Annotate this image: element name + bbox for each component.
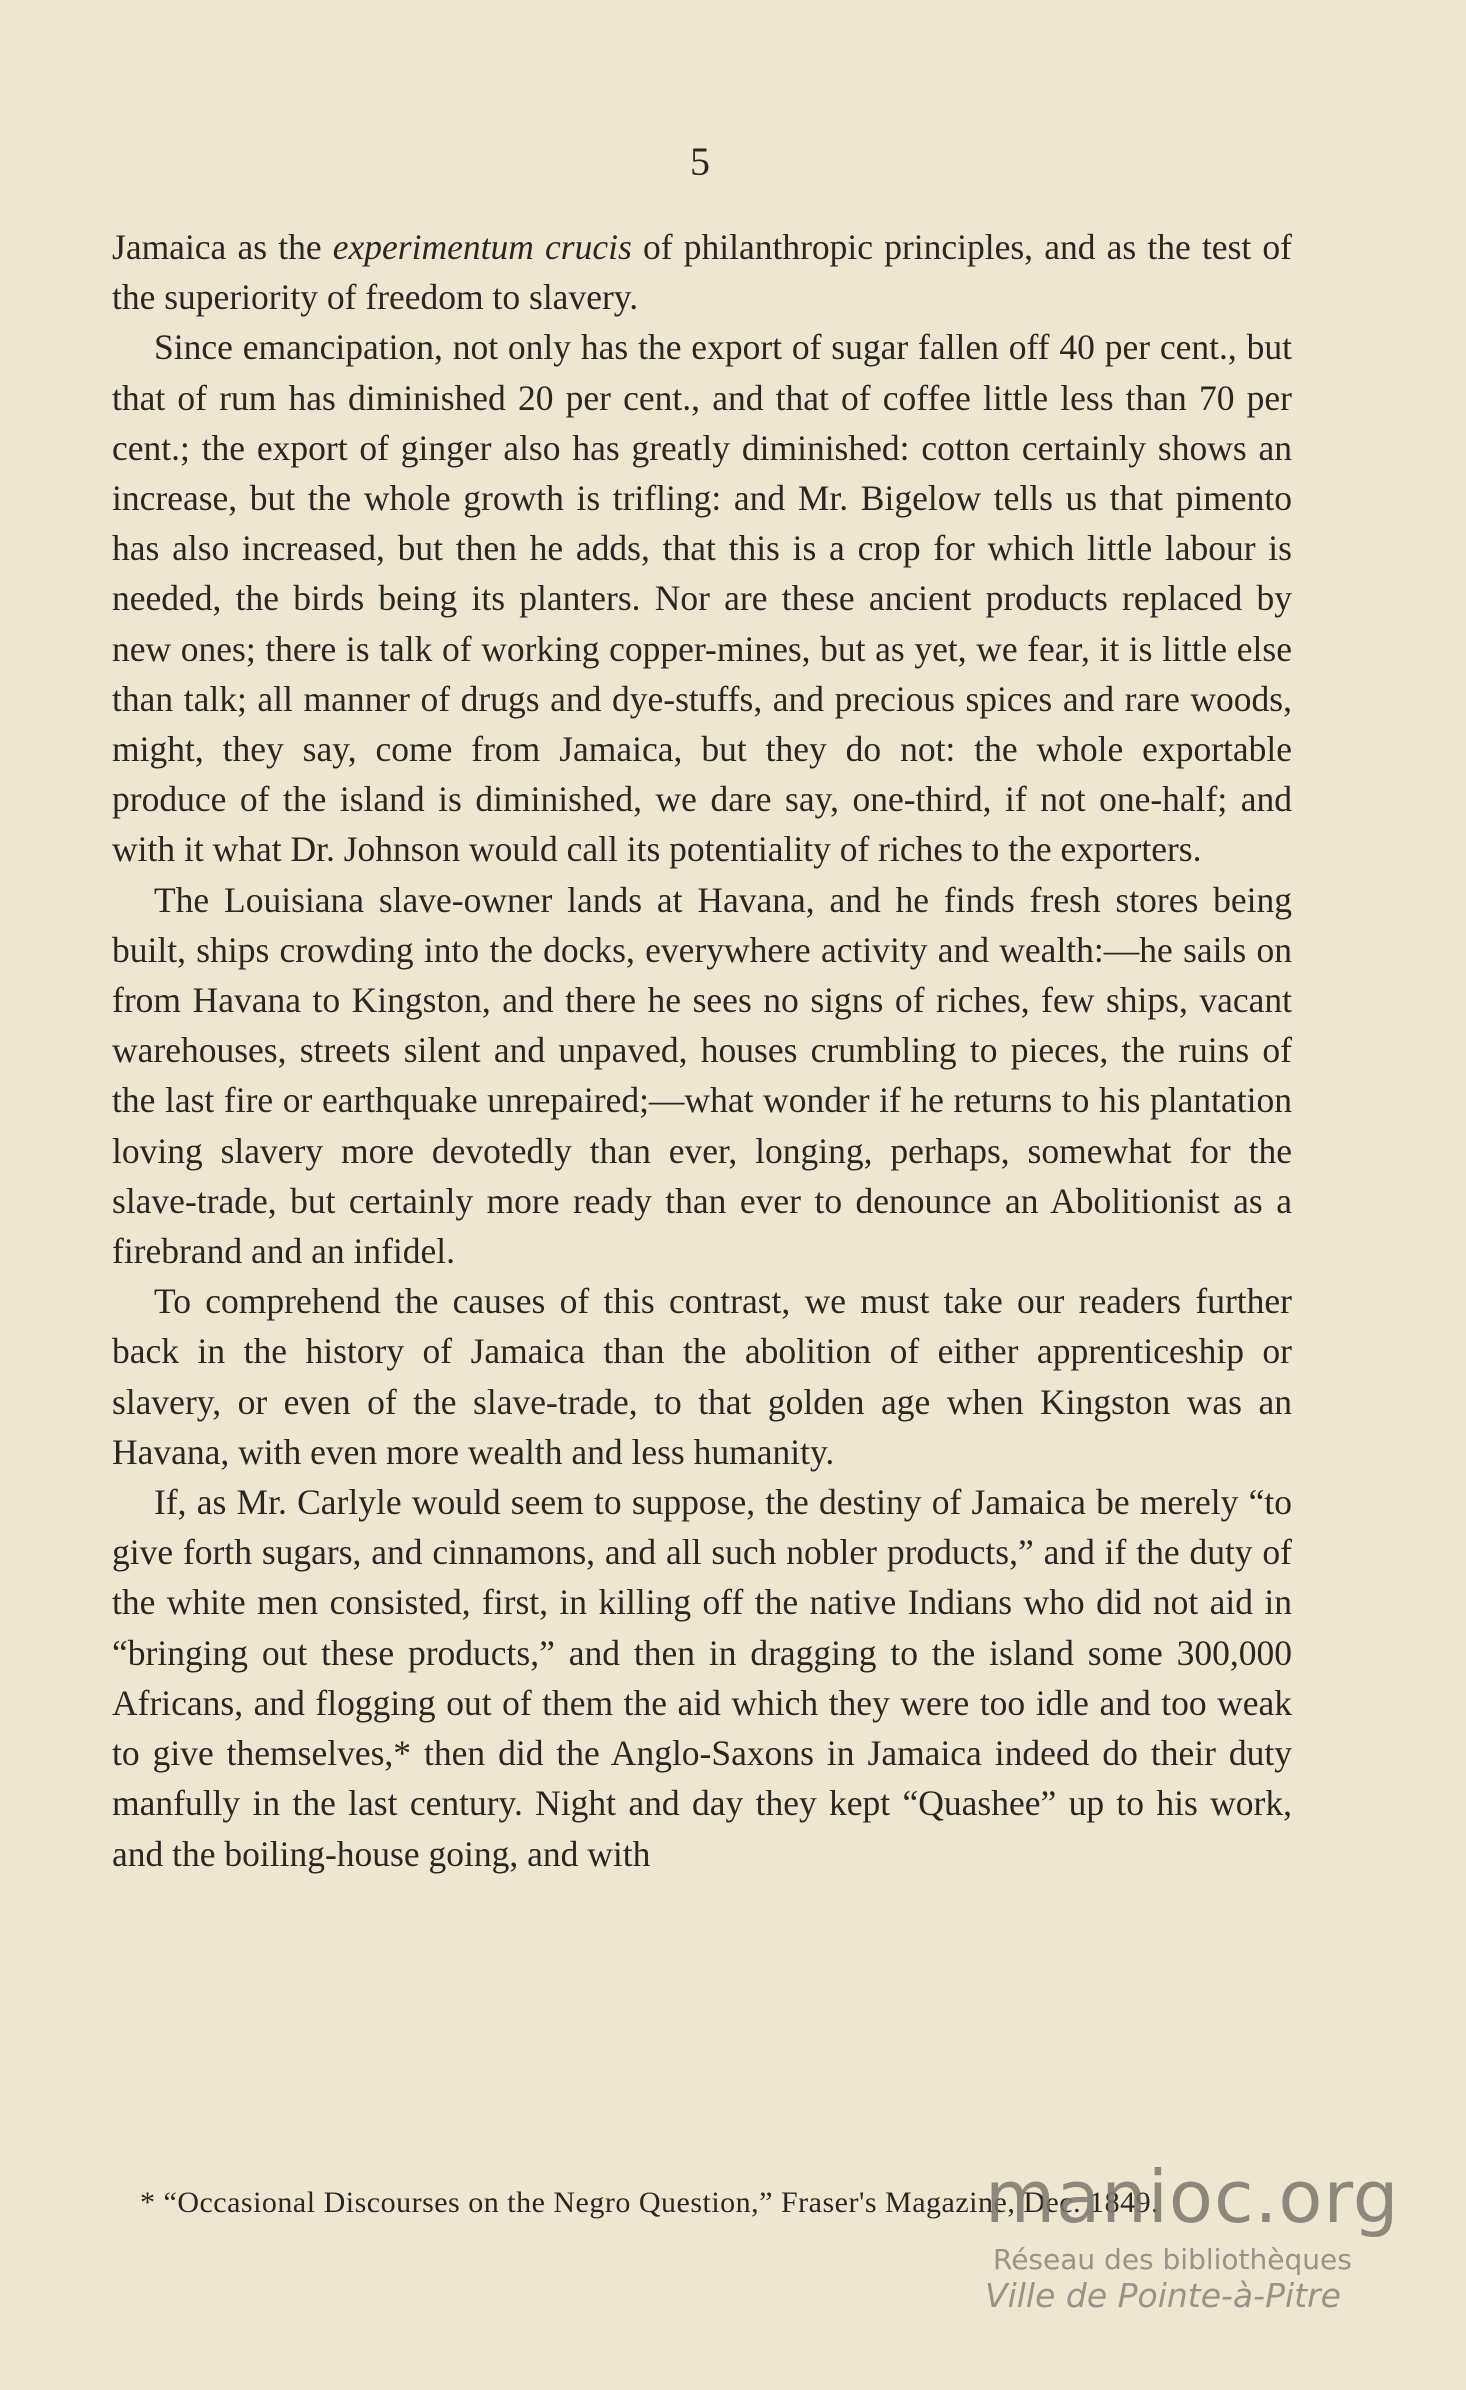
paragraph-3: The Louisiana slave-owner lands at Havana, and he finds fresh stores being built, ships crowding into the docks, everywhere activity and wealth:—he sails on from Havana to Kingston, and there he sees no signs of riches, few ships, vacant warehouses, streets silent and unpaved, houses crumbling to pieces, the ruins of the last fire or earthquake unrepaired;—what wonder if he returns to his plantation loving slavery more devotedly than ever, longing, perhaps, somewhat for the slave-trade, but certainly more ready than ever to denounce an Abolitionist as a firebrand and an infidel. bbox=[112, 879, 1292, 1272]
paragraph-1-italic: experimentum crucis bbox=[332, 227, 632, 267]
footnote-text: * “Occasional Discourses on the Negro Question,” Fraser's Magazine, Dec. 1849. bbox=[140, 2186, 1160, 2219]
watermark-logo: manioc.org bbox=[985, 2155, 1400, 2239]
paragraph-1-end: of philanthropic principles, and as the test of the superiority of freedom to slavery. bbox=[112, 227, 1292, 318]
watermark-line-2: Ville de Pointe-à-Pitre bbox=[985, 2276, 1341, 2315]
paragraph-2: Since emancipation, not only has the export of sugar fallen off 40 per cent., but that of rum has diminished 20 per cent., and that of coffee little less than 70 per cent.; the export of ginger also has greatly diminished: cotton certainly shows an increase, but the whole growth is trifling: and Mr. Bigelow tells us that pimento has also increased, but then he adds, that this is a crop for which little labour is needed, the birds being its planters. Nor are these ancient products replaced by new ones; there is talk of working copper-mines, but as yet, we fear, it is little else than talk; all manner of drugs and dye-stuffs, and precious spices and rare woods, might, they say, come from Jamaica, but they do not: the whole exportable produce of the island is diminished, we dare say, one-third, if not one-half; and with it what Dr. Johnson would call its potentiality of riches to the exporters. bbox=[112, 327, 1292, 870]
paragraph-1 bbox=[112, 222, 1292, 322]
body-text bbox=[112, 222, 1292, 1879]
paragraph-1-start: Jamaica as the bbox=[112, 227, 333, 267]
page-number: 5 bbox=[690, 139, 710, 184]
watermark bbox=[985, 2155, 1445, 2355]
paragraph-4: To comprehend the causes of this contrast, we must take our readers further back in the history of Jamaica than the abolition of either apprenticeship or slavery, or even of the slave-trade, to that golden age when Kingston was an Havana, with even more wealth and less humanity. bbox=[112, 1281, 1292, 1472]
paragraph-5: If, as Mr. Carlyle would seem to suppose, the destiny of Jamaica be merely “to give forth sugars, and cinnamons, and all such nobler products,” and if the duty of the white men consisted, first, in killing off the native Indians who did not aid in “bringing out these products,” and then in dragging to the island some 300,000 Africans, and flogging out of them the aid which they were too idle and too weak to give themselves,* then did the Anglo-Saxons in Jamaica indeed do their duty manfully in the last century. Night and day they kept “Quashee” up to his work, and the boiling-house going, and with bbox=[112, 1482, 1292, 1874]
watermark-line-1: Réseau des bibliothèques bbox=[993, 2243, 1352, 2276]
